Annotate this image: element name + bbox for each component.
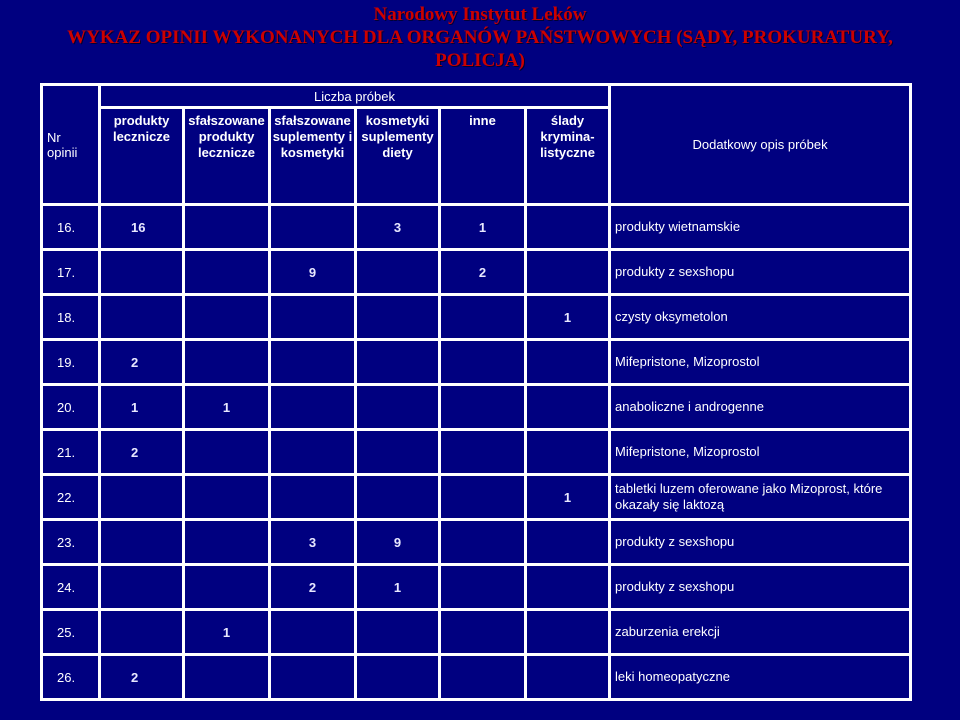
row-value-cell: 2 xyxy=(100,655,184,700)
row-nr: 23. xyxy=(42,520,100,565)
header-row xyxy=(42,85,911,108)
table-row xyxy=(42,205,911,250)
row-value-cell: 16 xyxy=(100,205,184,250)
row-value-cell xyxy=(526,565,610,610)
row-value-cell xyxy=(270,205,356,250)
subheader-sfalszowane-produkty: sfałszowane produkty lecznicze xyxy=(184,108,270,205)
row-description: produkty z sexshopu xyxy=(610,565,911,610)
row-value-cell xyxy=(526,520,610,565)
row-nr: 26. xyxy=(42,655,100,700)
row-description: Mifepristone, Mizoprostol xyxy=(610,430,911,475)
row-description: produkty wietnamskie xyxy=(610,205,911,250)
row-value-cell xyxy=(270,295,356,340)
row-nr: 17. xyxy=(42,250,100,295)
row-value-cell: 2 xyxy=(270,565,356,610)
row-value-cell xyxy=(526,610,610,655)
row-value-cell: 9 xyxy=(356,520,440,565)
row-value-cell xyxy=(100,250,184,295)
row-description: tabletki luzem oferowane jako Mizoprost, które okazały się laktozą xyxy=(610,475,911,520)
row-nr: 21. xyxy=(42,430,100,475)
row-value-cell xyxy=(440,295,526,340)
row-value-cell: 3 xyxy=(270,520,356,565)
row-value-cell xyxy=(356,475,440,520)
row-value-cell xyxy=(184,340,270,385)
opinions-table xyxy=(40,83,912,701)
row-value-cell xyxy=(440,565,526,610)
row-value-cell xyxy=(356,430,440,475)
table-row xyxy=(42,565,911,610)
row-value-cell xyxy=(356,340,440,385)
row-description: Mifepristone, Mizoprostol xyxy=(610,340,911,385)
row-value-cell: 2 xyxy=(440,250,526,295)
row-description: zaburzenia erekcji xyxy=(610,610,911,655)
document-title xyxy=(0,4,960,72)
row-value-cell xyxy=(270,340,356,385)
row-value-cell xyxy=(526,655,610,700)
row-value-cell xyxy=(100,520,184,565)
row-value-cell xyxy=(356,385,440,430)
row-value-cell xyxy=(440,475,526,520)
row-value-cell: 1 xyxy=(356,565,440,610)
row-value-cell xyxy=(100,475,184,520)
row-description: leki homeopatyczne xyxy=(610,655,911,700)
row-value-cell xyxy=(270,385,356,430)
row-value-cell xyxy=(100,610,184,655)
row-value-cell: 2 xyxy=(100,430,184,475)
row-description: produkty z sexshopu xyxy=(610,250,911,295)
row-value-cell: 1 xyxy=(184,610,270,655)
row-value-cell xyxy=(440,430,526,475)
row-value-cell: 1 xyxy=(526,295,610,340)
row-value-cell xyxy=(100,295,184,340)
table-row xyxy=(42,340,911,385)
report-title: WYKAZ OPINII WYKONANYCH DLA ORGANÓW PAŃSTWOWYCH (SĄDY, PROKURATURY, POLICJA) xyxy=(67,27,893,71)
row-description: czysty oksymetolon xyxy=(610,295,911,340)
row-value-cell xyxy=(184,205,270,250)
subheader-slady: ślady krymina-listyczne xyxy=(526,108,610,205)
table-row xyxy=(42,520,911,565)
row-nr: 18. xyxy=(42,295,100,340)
row-value-cell xyxy=(526,385,610,430)
row-nr: 16. xyxy=(42,205,100,250)
table-row xyxy=(42,295,911,340)
row-description: produkty z sexshopu xyxy=(610,520,911,565)
row-value-cell: 1 xyxy=(100,385,184,430)
row-value-cell xyxy=(526,430,610,475)
row-value-cell xyxy=(356,250,440,295)
row-value-cell: 2 xyxy=(100,340,184,385)
row-description: anaboliczne i androgenne xyxy=(610,385,911,430)
subheader-kosmetyki-suplementy: kosmetyki suplementy diety xyxy=(356,108,440,205)
row-value-cell xyxy=(184,655,270,700)
table-row xyxy=(42,430,911,475)
row-value-cell xyxy=(270,610,356,655)
row-value-cell xyxy=(184,520,270,565)
row-value-cell xyxy=(184,475,270,520)
row-value-cell xyxy=(526,205,610,250)
row-value-cell xyxy=(270,430,356,475)
row-value-cell xyxy=(356,295,440,340)
table-row xyxy=(42,610,911,655)
header-nr-opinii: Nr opinii xyxy=(42,85,100,205)
row-value-cell xyxy=(440,610,526,655)
row-value-cell xyxy=(270,655,356,700)
row-nr: 22. xyxy=(42,475,100,520)
row-value-cell xyxy=(270,475,356,520)
row-nr: 25. xyxy=(42,610,100,655)
row-value-cell xyxy=(184,430,270,475)
row-value-cell xyxy=(440,520,526,565)
header-liczba-probek: Liczba próbek xyxy=(100,85,610,108)
table-row xyxy=(42,655,911,700)
row-value-cell xyxy=(100,565,184,610)
row-nr: 20. xyxy=(42,385,100,430)
row-value-cell xyxy=(184,250,270,295)
row-value-cell: 1 xyxy=(526,475,610,520)
row-value-cell xyxy=(356,655,440,700)
row-nr: 19. xyxy=(42,340,100,385)
row-value-cell: 3 xyxy=(356,205,440,250)
row-value-cell xyxy=(440,340,526,385)
row-value-cell xyxy=(184,565,270,610)
row-value-cell: 1 xyxy=(440,205,526,250)
row-value-cell xyxy=(526,340,610,385)
subheader-sfalszowane-suplementy: sfałszowane suplementy i kosmetyki xyxy=(270,108,356,205)
table-row xyxy=(42,385,911,430)
subheader-produkty-lecznicze: produkty lecznicze xyxy=(100,108,184,205)
row-value-cell: 1 xyxy=(184,385,270,430)
row-nr: 24. xyxy=(42,565,100,610)
row-value-cell xyxy=(184,295,270,340)
row-value-cell xyxy=(440,655,526,700)
row-value-cell xyxy=(526,250,610,295)
row-value-cell: 9 xyxy=(270,250,356,295)
row-value-cell xyxy=(356,610,440,655)
subheader-inne: inne xyxy=(440,108,526,205)
header-dodatkowy-opis: Dodatkowy opis próbek xyxy=(610,85,911,205)
institute-name: Narodowy Instytut Leków xyxy=(373,4,587,25)
table-row xyxy=(42,250,911,295)
row-value-cell xyxy=(440,385,526,430)
table-row xyxy=(42,475,911,520)
